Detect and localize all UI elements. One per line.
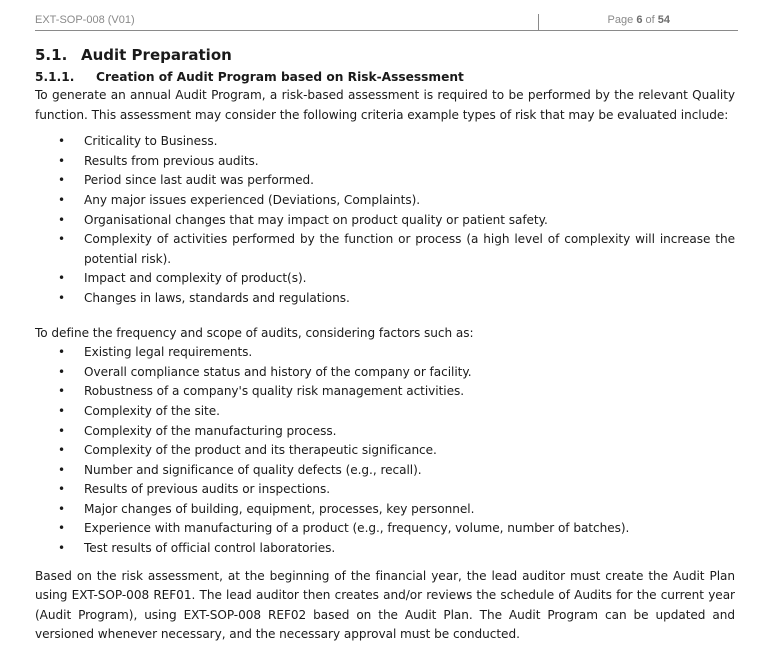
list-item <box>35 343 735 363</box>
risk-criteria-list <box>35 132 735 308</box>
page-header <box>35 14 738 31</box>
list-item <box>35 269 735 289</box>
list-item-text: Impact and complexity of product(s). <box>84 271 307 286</box>
bullet-icon: • <box>58 443 66 458</box>
list-item <box>35 402 735 422</box>
bullet-icon: • <box>58 153 66 168</box>
list-item-text: Changes in laws, standards and regulations. <box>84 290 350 305</box>
frequency-intro-paragraph: To define the frequency and scope of audits, considering factors such as: <box>35 325 474 340</box>
list-item-text: Results from previous audits. <box>84 153 259 168</box>
page-current: 6 <box>636 14 643 26</box>
list-item <box>35 191 735 211</box>
list-item-text: Number and significance of quality defects (e.g., recall). <box>84 462 422 477</box>
list-item <box>35 152 735 172</box>
bullet-icon: • <box>58 521 66 536</box>
bullet-icon: • <box>58 364 66 379</box>
section-heading <box>35 45 735 65</box>
list-item-text: Complexity of the product and its therapeutic significance. <box>84 443 437 458</box>
bullet-icon: • <box>58 403 66 418</box>
list-item <box>35 171 735 191</box>
subsection-number: 5.1.1. <box>35 70 75 84</box>
list-item <box>35 519 735 539</box>
document-id: EXT-SOP-008 (V01) <box>35 14 135 26</box>
subsection-heading <box>35 68 735 86</box>
section-title: Audit Preparation <box>81 46 232 64</box>
bullet-icon: • <box>58 232 66 247</box>
list-item-text: Complexity of activities performed by the function or process (a high level of complexity will increase the potential risk). <box>84 232 735 266</box>
document-body <box>35 45 735 645</box>
bullet-icon: • <box>58 423 66 438</box>
bullet-icon: • <box>58 345 66 360</box>
list-item <box>35 422 735 442</box>
list-item <box>35 363 735 383</box>
list-item-text: Complexity of the site. <box>84 403 220 418</box>
subsection-title: Creation of Audit Program based on Risk-Assessment <box>96 70 464 84</box>
list-item <box>35 500 735 520</box>
list-item <box>35 382 735 402</box>
list-item-text: Any major issues experienced (Deviations, Complaints). <box>84 192 421 207</box>
list-item-text: Existing legal requirements. <box>84 345 253 360</box>
page-number <box>608 14 670 26</box>
bullet-icon: • <box>58 541 66 556</box>
page-prefix: Page <box>607 14 634 26</box>
page-total: 54 <box>657 14 670 26</box>
list-item-text: Experience with manufacturing of a product (e.g., frequency, volume, number of batches). <box>84 521 630 536</box>
bullet-icon: • <box>58 384 66 399</box>
page-of: of <box>645 14 655 26</box>
list-item-text: Major changes of building, equipment, processes, key personnel. <box>84 501 475 516</box>
list-item <box>35 441 735 461</box>
list-item-text: Test results of official control laboratories. <box>84 541 336 556</box>
list-item <box>35 461 735 481</box>
list-item <box>35 480 735 500</box>
bullet-icon: • <box>58 271 66 286</box>
list-item <box>35 539 735 559</box>
list-item-text: Robustness of a company's quality risk management activities. <box>84 384 465 399</box>
closing-paragraph: Based on the risk assessment, at the beginning of the financial year, the lead auditor must create the Audit Plan using EXT-SOP-008 REF01. The lead auditor then creates and/or reviews the schedule of Audits for the current year (Audit Program), using EXT-SOP-008 REF02 based on the Audit Plan. The Audit Program can be updated and versioned whenever necessary, and the necessary approval must be conducted. <box>35 568 735 642</box>
frequency-factors-list <box>35 343 735 559</box>
list-item-text: Overall compliance status and history of the company or facility. <box>84 364 472 379</box>
list-item-text: Complexity of the manufacturing process. <box>84 423 337 438</box>
section-number: 5.1. <box>35 46 68 64</box>
list-item-text: Results of previous audits or inspections. <box>84 482 331 497</box>
bullet-icon: • <box>58 501 66 516</box>
bullet-icon: • <box>58 192 66 207</box>
list-item-text: Organisational changes that may impact on product quality or patient safety. <box>84 212 548 227</box>
bullet-icon: • <box>58 134 66 149</box>
bullet-icon: • <box>58 212 66 227</box>
intro-paragraph: To generate an annual Audit Program, a risk-based assessment is required to be performed by the relevant Quality function. This assessment may consider the following criteria example types of risk that may be evaluated include: <box>35 88 735 122</box>
list-item <box>35 211 735 231</box>
bullet-icon: • <box>58 173 66 188</box>
list-item <box>35 132 735 152</box>
header-divider <box>538 14 539 30</box>
list-item-text: Criticality to Business. <box>84 134 218 149</box>
bullet-icon: • <box>58 290 66 305</box>
bullet-icon: • <box>58 482 66 497</box>
list-item-text: Period since last audit was performed. <box>84 173 314 188</box>
bullet-icon: • <box>58 462 66 477</box>
list-item <box>35 289 735 309</box>
list-item <box>35 230 735 269</box>
